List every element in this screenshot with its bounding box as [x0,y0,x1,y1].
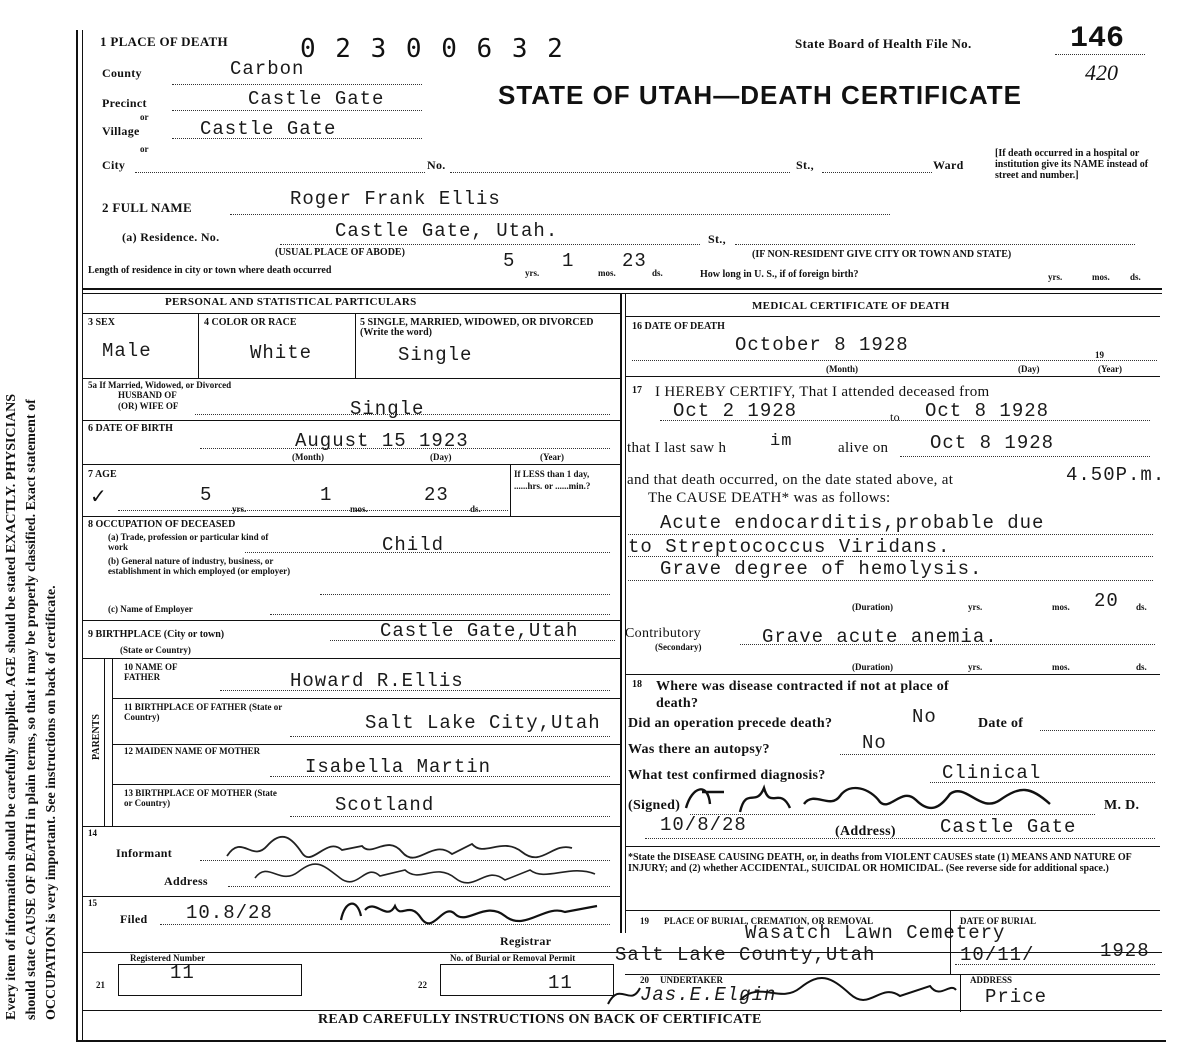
instructions-line-3: OCCUPATION is very important. See instructions on back of certificate. [44,585,59,1020]
mother-birthplace: Scotland [335,794,435,816]
burial-date: 10/11/ [960,944,1035,966]
parents-label: PARENTS [91,714,102,760]
attended-from: Oct 2 1928 [673,400,798,422]
cause-line-1: Acute endocarditis,probable due [660,512,1045,534]
cause-line-3: Grave degree of hemolysis. [660,558,983,580]
registered-number: 11 [170,962,195,984]
form-left-border-inner [82,30,83,1040]
precinct-label: Precinct [102,96,147,110]
full-name-label: 2 FULL NAME [102,200,192,215]
filed-label: Filed [120,912,148,926]
undertaker-address: Price [985,986,1048,1008]
occupation-value: Child [382,534,445,556]
residence: Castle Gate, Utah. [335,220,559,242]
age-ds: 23 [424,484,449,506]
length-label: Length of residence in city or town where death occurred [88,265,332,276]
registered-number-box [118,964,302,996]
file-number-label: State Board of Health File No. [795,36,972,51]
birthplace-value: Castle Gate,Utah [380,620,579,642]
undertaker-name: Jas.E.Elgin [640,984,777,1006]
informant-address-label: Address [164,874,208,888]
date-of-death: October 8 1928 [735,334,909,356]
informant-label: Informant [116,846,173,860]
place-of-death-label: 1 PLACE OF DEATH [100,34,228,49]
ward-note: [If death occurred in a hospital or institution give its NAME instead of street and number.] [995,148,1149,181]
residence-label: (a) Residence. No. [122,230,220,244]
informant-address-signature-icon [250,856,610,892]
instructions-line-1: Every item of information should be carefully supplied. AGE should be stated EXACTLY. PHYSICIANS [4,393,19,1020]
father-value: Howard R.Ellis [290,670,464,692]
dob-value: August 15 1923 [295,430,469,452]
precinct-value: Castle Gate [248,88,385,110]
filed-value: 10.8/28 [186,902,273,924]
burial-permit-number: 11 [548,972,573,994]
time-of-death: 4.50P.m. [1066,464,1166,486]
signed-date: 10/8/28 [660,814,747,836]
stamp-number: 0 2 3 0 0 6 3 2 [300,34,565,64]
county-value: Carbon [230,58,305,80]
cause-footnote: *State the DISEASE CAUSING DEATH, or, in deaths from VIOLENT CAUSES state (1) MEANS AND NATURE OF INJURY; and (2) whether ACCIDENTAL, SUICIDAL OR HOMICIDAL. (See reverse side for additional space.) [628,852,1132,874]
operation-value: No [912,706,937,728]
full-name: Roger Frank Ellis [290,188,501,210]
county-label: County [102,66,142,80]
sex-value: Male [102,340,152,362]
length-ds: 23 [622,250,647,272]
foreign-label: How long in U. S., if of foreign birth? [700,269,859,280]
spouse-value: Single [350,398,425,420]
autopsy-value: No [862,732,887,754]
file-number: 146 [1070,22,1125,56]
age-check-icon: ✓ [90,486,107,508]
instructions-line-2: should state CAUSE OF DEATH in plain terms, so that it may be properly classified. Exact statement of [24,399,39,1020]
certify-text: I HEREBY CERTIFY, That I attended deceased from [655,384,990,400]
age-yrs: 5 [200,484,213,506]
cause-line-2: to Streptococcus Viridans. [628,536,951,558]
registrar-signature-icon [335,892,615,932]
burial-year: 1928 [1100,940,1150,962]
last-saw-him: im [770,432,793,451]
file-number-2: 420 [1085,60,1118,85]
certificate-title: STATE OF UTAH—DEATH CERTIFICATE [498,80,1022,110]
footer-instructions: READ CAREFULLY INSTRUCTIONS ON BACK OF CERTIFICATE [318,1012,762,1027]
test-value: Clinical [942,762,1042,784]
village-label: Village [102,124,140,138]
undertaker-signature-icon [600,970,960,1014]
mother-value: Isabella Martin [305,756,492,778]
last-saw-date: Oct 8 1928 [930,432,1055,454]
personal-section-title: PERSONAL AND STATISTICAL PARTICULARS [165,296,417,308]
form-left-border [76,30,78,1040]
burial-place-1: Wasatch Lawn Cemetery [745,922,1006,944]
length-yrs: 5 [503,250,516,272]
burial-permit-box [440,964,614,996]
color-value: White [250,342,313,364]
city-label: City [102,158,126,172]
village-value: Castle Gate [200,118,337,140]
duration-mos: 20 [1094,590,1119,612]
instructions-sidebar [0,60,72,1020]
marital-value: Single [398,344,473,366]
physician-address: Castle Gate [940,816,1077,838]
age-mos: 1 [320,484,333,506]
registrar-label: Registrar [500,934,552,948]
medical-section-title: MEDICAL CERTIFICATE OF DEATH [752,300,950,312]
contributory-value: Grave acute anemia. [762,626,998,648]
length-mos: 1 [562,250,575,272]
burial-place-2: Salt Lake County,Utah [615,944,876,966]
attended-to: Oct 8 1928 [925,400,1050,422]
father-birthplace: Salt Lake City,Utah [365,712,601,734]
